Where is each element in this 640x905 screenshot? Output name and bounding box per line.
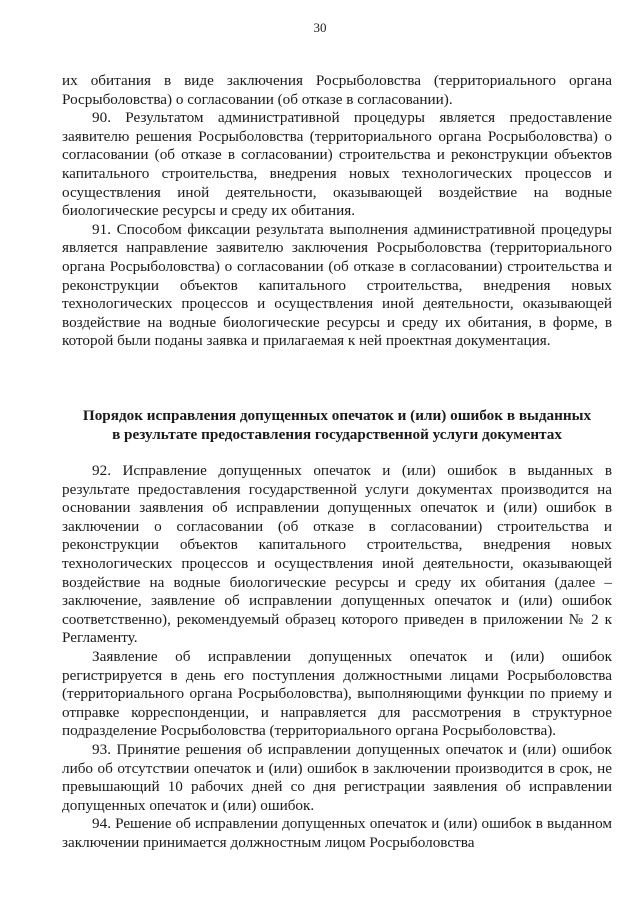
paragraph-92: 92. Исправление допущенных опечаток и (или) ошибок в выданных в результате предоставления государственной услуги документах производится на основании заявления об исправлении допущенных опечаток и (или) ошибок в заключении о согласовании (об отказе в согласовании) строительства и реконструкции объектов капитального строительства, внедрения новых технологических процессов и осуществления иной деятельности, оказывающей воздействие на водные биологические ресурсы и среду их обитания (далее – заключение, заявление об исправлении допущенных опечаток и (или) ошибок соответственно), рекомендуемый образец которого приведен в приложении № 2 к Регламенту. (62, 462, 612, 647)
paragraph-90: 90. Результатом административной процедуры является предоставление заявителю решения Росрыболовства (территориального органа Росрыболовства) о согласовании (об отказе в согласовании) строительства и реконструкции объектов капитального строительства, внедрения новых технологических процессов и осуществления иной деятельности, оказывающей воздействие на водные биологические ресурсы и среду их обитания. (62, 109, 612, 220)
paragraph-continuation: их обитания в виде заключения Росрыболовства (территориального органа Росрыболовства) о согласовании (об отказе в согласовании). (62, 72, 612, 108)
paragraph-registration: Заявление об исправлении допущенных опечаток и (или) ошибок регистрируется в день его поступления должностными лицами Росрыболовства (территориального органа Росрыболовства), выполняющими функции по приему и отправке корреспонденции, и направляется для рассмотрения в структурное подразделение Росрыболовства (территориального органа Росрыболовства). (62, 648, 612, 740)
paragraph-94: 94. Решение об исправлении допущенных опечаток и (или) ошибок в выданном заключении принимается должностным лицом Росрыболовства (62, 815, 612, 851)
paragraph-93: 93. Принятие решения об исправлении допущенных опечаток и (или) ошибок либо об отсутствии опечаток и (или) ошибок в заключении производится в срок, не превышающий 10 рабочих дней со дня регистрации заявления об исправлении допущенных опечаток и (или) ошибок. (62, 741, 612, 814)
page-number: 30 (313, 20, 327, 35)
section-heading-line-2: в результате предоставления государственной услуги документах (112, 425, 562, 443)
paragraph-91: 91. Способом фиксации результата выполнения административной процедуры является направление заявителю заключения Росрыболовства (территориального органа Росрыболовства) о согласовании (об отказе в согласовании) строительства и реконструкции объектов капитального строительства, внедрения новых технологических процессов и осуществления иной деятельности, оказывающей воздействие на водные биологические ресурсы и среду их обитания, в форме, в которой были поданы заявка и прилагаемая к ней проектная документация. (62, 220, 612, 350)
section-heading (62, 407, 612, 444)
section-heading-line-1: Порядок исправления допущенных опечаток и (или) ошибок в выданных (82, 406, 592, 424)
document-body (62, 72, 612, 853)
